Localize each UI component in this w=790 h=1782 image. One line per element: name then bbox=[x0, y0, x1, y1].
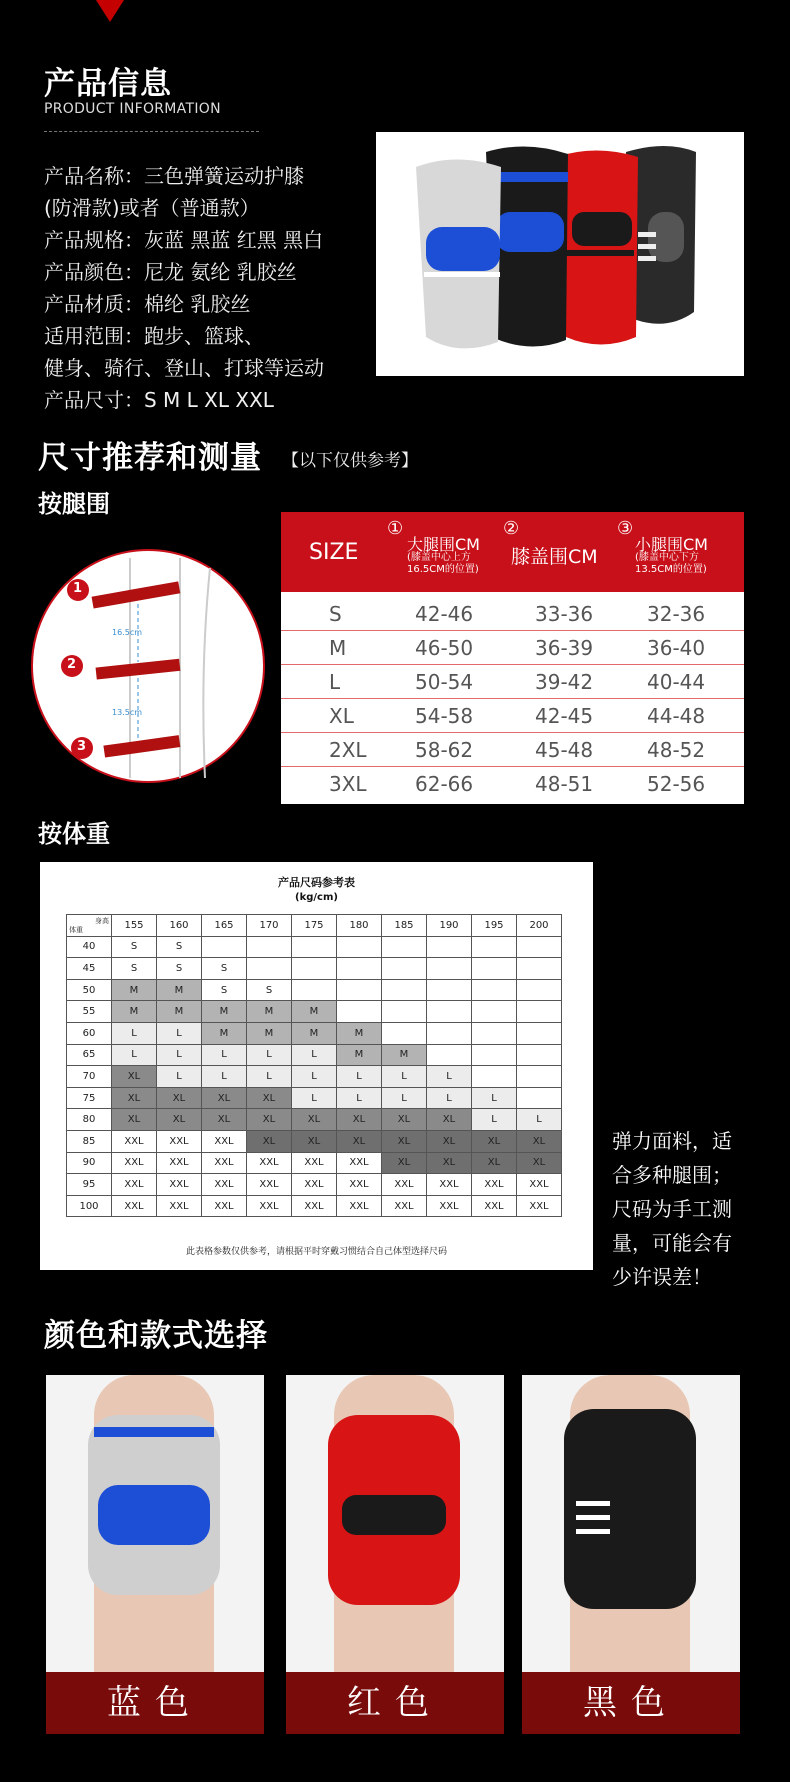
cell-knee: 33-36 bbox=[535, 602, 594, 626]
cell-size: S bbox=[329, 602, 342, 626]
size-cell: L bbox=[202, 1066, 247, 1088]
size-cell: L bbox=[427, 1087, 472, 1109]
size-cell bbox=[247, 936, 292, 958]
size-cell: XXL bbox=[247, 1152, 292, 1174]
dashed-divider bbox=[44, 131, 259, 132]
size-cell: XL bbox=[112, 1109, 157, 1131]
marker-3: 3 bbox=[77, 739, 87, 754]
size-cell bbox=[427, 936, 472, 958]
cell-knee: 36-39 bbox=[535, 636, 594, 660]
weight-row bbox=[67, 979, 562, 1001]
size-cell bbox=[337, 979, 382, 1001]
size-cell: L bbox=[337, 1066, 382, 1088]
size-cell: XXL bbox=[292, 1195, 337, 1217]
info-line: 产品名称：三色弹簧运动护膝 bbox=[44, 164, 304, 188]
size-cell: XXL bbox=[382, 1174, 427, 1196]
info-line: 产品材质：棉纶 乳胶丝 bbox=[44, 292, 251, 316]
height-header-cell: 165 bbox=[202, 915, 247, 937]
heading-by-weight: 按体重 bbox=[38, 820, 110, 848]
size-cell: XXL bbox=[517, 1174, 562, 1196]
size-cell: XXL bbox=[112, 1195, 157, 1217]
size-cell: XXL bbox=[202, 1174, 247, 1196]
size-cell: XXL bbox=[112, 1174, 157, 1196]
size-cell: L bbox=[157, 1044, 202, 1066]
side-note-line: 弹力面料，适 bbox=[612, 1129, 732, 1153]
size-cell: XL bbox=[382, 1152, 427, 1174]
weight-header-cell: 75 bbox=[67, 1087, 112, 1109]
weight-header-cell: 55 bbox=[67, 1001, 112, 1023]
weight-row bbox=[67, 1066, 562, 1088]
size-cell: XXL bbox=[292, 1174, 337, 1196]
size-cell: L bbox=[382, 1066, 427, 1088]
size-row bbox=[281, 630, 744, 665]
size-cell: XXL bbox=[427, 1174, 472, 1196]
header-knee: 膝盖围CM bbox=[511, 546, 598, 568]
weight-row bbox=[67, 958, 562, 980]
size-cell: L bbox=[112, 1022, 157, 1044]
height-header-cell: 160 bbox=[157, 915, 202, 937]
header-size: SIZE bbox=[309, 540, 359, 565]
size-cell: XXL bbox=[337, 1174, 382, 1196]
side-note-line: 合多种腿围； bbox=[612, 1163, 732, 1187]
size-cell: XXL bbox=[382, 1195, 427, 1217]
size-cell: M bbox=[202, 1001, 247, 1023]
size-cell: XXL bbox=[157, 1152, 202, 1174]
size-cell: XL bbox=[247, 1087, 292, 1109]
size-cell: XL bbox=[427, 1152, 472, 1174]
chart-title: 产品尺码参考表 bbox=[278, 876, 355, 889]
cell-calf: 36-40 bbox=[647, 636, 706, 660]
cell-knee: 42-45 bbox=[535, 704, 594, 728]
size-cell bbox=[292, 979, 337, 1001]
size-cell bbox=[517, 936, 562, 958]
weight-row bbox=[67, 1001, 562, 1023]
info-line: 产品规格：灰蓝 黑蓝 红黑 黑白 bbox=[44, 228, 324, 252]
size-cell bbox=[472, 1066, 517, 1088]
cell-thigh: 50-54 bbox=[415, 670, 474, 694]
size-cell: L bbox=[112, 1044, 157, 1066]
corner-cell bbox=[67, 915, 112, 937]
height-header-cell: 195 bbox=[472, 915, 517, 937]
info-line: (防滑款)或者（普通款） bbox=[44, 196, 260, 220]
size-cell: L bbox=[247, 1066, 292, 1088]
info-line: 健身、骑行、登山、打球等运动 bbox=[44, 356, 324, 380]
info-line: 适用范围：跑步、篮球、 bbox=[44, 324, 264, 348]
size-cell: XL bbox=[517, 1152, 562, 1174]
marker-2: 2 bbox=[67, 657, 77, 672]
cell-size: L bbox=[329, 670, 341, 694]
corner-weight-label: 体重 bbox=[69, 925, 83, 934]
size-cell bbox=[427, 979, 472, 1001]
cell-calf: 32-36 bbox=[647, 602, 706, 626]
section-title-product-info: 产品信息 bbox=[44, 66, 172, 102]
weight-row bbox=[67, 1044, 562, 1066]
weight-row bbox=[67, 1109, 562, 1131]
size-cell: XL bbox=[112, 1087, 157, 1109]
size-cell bbox=[472, 1001, 517, 1023]
size-cell bbox=[292, 936, 337, 958]
size-cell: XXL bbox=[247, 1174, 292, 1196]
size-cell: XXL bbox=[112, 1130, 157, 1152]
size-cell: M bbox=[157, 1001, 202, 1023]
header-thigh-note: (膝盖中心上方16.5CM的位置) bbox=[407, 552, 479, 575]
size-cell: L bbox=[382, 1087, 427, 1109]
size-cell bbox=[517, 1087, 562, 1109]
cell-thigh: 54-58 bbox=[415, 704, 474, 728]
size-cell: XL bbox=[157, 1087, 202, 1109]
size-cell: XXL bbox=[202, 1195, 247, 1217]
size-cell: XXL bbox=[472, 1174, 517, 1196]
size-cell bbox=[337, 958, 382, 980]
size-cell bbox=[337, 936, 382, 958]
size-cell: XL bbox=[517, 1130, 562, 1152]
cell-thigh: 58-62 bbox=[415, 738, 474, 762]
cell-size: 3XL bbox=[329, 772, 367, 796]
size-cell: L bbox=[292, 1066, 337, 1088]
weight-row bbox=[67, 1022, 562, 1044]
size-cell: L bbox=[292, 1087, 337, 1109]
size-cell: S bbox=[247, 979, 292, 1001]
size-cell bbox=[382, 936, 427, 958]
height-header-cell: 175 bbox=[292, 915, 337, 937]
size-cell: XL bbox=[472, 1130, 517, 1152]
size-row bbox=[281, 664, 744, 699]
size-cell: XXL bbox=[337, 1152, 382, 1174]
size-row bbox=[281, 698, 744, 733]
size-cell: L bbox=[157, 1022, 202, 1044]
size-cell bbox=[472, 958, 517, 980]
size-cell: M bbox=[157, 979, 202, 1001]
size-row bbox=[281, 732, 744, 767]
size-cell: L bbox=[157, 1066, 202, 1088]
size-cell bbox=[202, 936, 247, 958]
cell-knee: 48-51 bbox=[535, 772, 594, 796]
weight-row bbox=[67, 936, 562, 958]
weight-header-cell: 40 bbox=[67, 936, 112, 958]
cell-thigh: 42-46 bbox=[415, 602, 474, 626]
cell-knee: 45-48 bbox=[535, 738, 594, 762]
size-cell: XL bbox=[157, 1109, 202, 1131]
size-cell bbox=[337, 1001, 382, 1023]
header-calf: 小腿围CM bbox=[635, 535, 708, 554]
side-note-line: 少许误差！ bbox=[612, 1265, 712, 1289]
size-cell: XL bbox=[292, 1130, 337, 1152]
size-cell bbox=[517, 958, 562, 980]
weight-header-cell: 95 bbox=[67, 1174, 112, 1196]
size-cell bbox=[517, 1022, 562, 1044]
size-cell: M bbox=[112, 979, 157, 1001]
weight-row bbox=[67, 1195, 562, 1217]
size-cell bbox=[472, 936, 517, 958]
weight-header-cell: 90 bbox=[67, 1152, 112, 1174]
size-cell: XL bbox=[472, 1152, 517, 1174]
size-cell: XXL bbox=[112, 1152, 157, 1174]
cell-size: 2XL bbox=[329, 738, 367, 762]
size-cell: XL bbox=[247, 1130, 292, 1152]
weight-row bbox=[67, 1174, 562, 1196]
size-cell: L bbox=[427, 1066, 472, 1088]
side-note bbox=[612, 1124, 732, 1294]
weight-header-cell: 80 bbox=[67, 1109, 112, 1131]
weight-row bbox=[67, 1087, 562, 1109]
size-cell bbox=[472, 1044, 517, 1066]
chart-unit: (kg/cm) bbox=[295, 892, 338, 903]
size-cell bbox=[382, 958, 427, 980]
section-subtitle: PRODUCT INFORMATION bbox=[44, 101, 221, 117]
size-cell: S bbox=[202, 979, 247, 1001]
weight-row bbox=[67, 1130, 562, 1152]
header-num-1: ① bbox=[387, 518, 404, 539]
size-cell: XXL bbox=[472, 1195, 517, 1217]
size-cell: L bbox=[472, 1087, 517, 1109]
red-triangle-marker bbox=[96, 0, 124, 22]
size-cell: XL bbox=[202, 1087, 247, 1109]
product-info-list bbox=[44, 160, 324, 416]
cell-calf: 40-44 bbox=[647, 670, 706, 694]
size-cell bbox=[517, 979, 562, 1001]
height-header-cell: 185 bbox=[382, 915, 427, 937]
size-cell bbox=[427, 958, 472, 980]
size-cell bbox=[382, 1001, 427, 1023]
cell-thigh: 46-50 bbox=[415, 636, 474, 660]
info-line: 产品尺寸：S M L XL XXL bbox=[44, 388, 274, 412]
section-title-colors: 颜色和款式选择 bbox=[44, 1318, 268, 1354]
size-cell: XXL bbox=[202, 1152, 247, 1174]
section-note: 【以下仅供参考】 bbox=[282, 451, 418, 471]
side-note-line: 尺码为手工测 bbox=[612, 1197, 732, 1221]
weight-header-cell: 65 bbox=[67, 1044, 112, 1066]
size-cell: M bbox=[337, 1022, 382, 1044]
height-header-cell: 180 bbox=[337, 915, 382, 937]
size-cell: S bbox=[112, 936, 157, 958]
size-cell: M bbox=[247, 1022, 292, 1044]
size-row bbox=[281, 766, 744, 800]
size-cell: M bbox=[202, 1022, 247, 1044]
weight-header-cell: 50 bbox=[67, 979, 112, 1001]
size-cell: XXL bbox=[337, 1195, 382, 1217]
height-header-cell: 155 bbox=[112, 915, 157, 937]
knee-braces-illustration bbox=[376, 132, 744, 376]
cell-calf: 44-48 bbox=[647, 704, 706, 728]
marker-1: 1 bbox=[73, 581, 83, 596]
size-cell: M bbox=[292, 1022, 337, 1044]
size-cell: XXL bbox=[247, 1195, 292, 1217]
size-cell bbox=[472, 979, 517, 1001]
chart-footnote: 此表格参数仅供参考，请根据平时穿戴习惯结合自己体型选择尺码 bbox=[185, 1247, 447, 1257]
header-num-2: ② bbox=[503, 518, 520, 539]
weight-header-cell: 70 bbox=[67, 1066, 112, 1088]
height-header-cell: 170 bbox=[247, 915, 292, 937]
side-note-line: 量，可能会有 bbox=[612, 1231, 732, 1255]
size-cell: S bbox=[157, 958, 202, 980]
size-cell: M bbox=[292, 1001, 337, 1023]
cell-size: XL bbox=[329, 704, 354, 728]
size-cell: XL bbox=[427, 1130, 472, 1152]
weight-size-chart bbox=[40, 862, 593, 1270]
header-thigh: 大腿围CM bbox=[407, 535, 480, 554]
size-table bbox=[281, 512, 744, 804]
size-cell: L bbox=[292, 1044, 337, 1066]
color-label-red[interactable]: 红色 bbox=[286, 1672, 504, 1734]
header-calf-note: (膝盖中心下方13.5CM的位置) bbox=[635, 552, 707, 575]
section-title-size: 尺寸推荐和测量 bbox=[38, 440, 262, 476]
size-cell: M bbox=[382, 1044, 427, 1066]
size-cell: L bbox=[517, 1109, 562, 1131]
black-band bbox=[342, 1495, 446, 1535]
weight-row bbox=[67, 1152, 562, 1174]
size-cell: XXL bbox=[202, 1130, 247, 1152]
size-cell: XL bbox=[382, 1109, 427, 1131]
cell-size: M bbox=[329, 636, 347, 660]
leg-illustration bbox=[30, 548, 266, 784]
weight-height-table bbox=[66, 914, 562, 1217]
size-cell: XL bbox=[337, 1130, 382, 1152]
size-cell bbox=[517, 1044, 562, 1066]
height-header-cell: 200 bbox=[517, 915, 562, 937]
cell-calf: 52-56 bbox=[647, 772, 706, 796]
size-cell: XL bbox=[247, 1109, 292, 1131]
size-cell: XL bbox=[427, 1109, 472, 1131]
cell-knee: 39-42 bbox=[535, 670, 594, 694]
size-cell: XXL bbox=[157, 1195, 202, 1217]
size-cell: XL bbox=[337, 1109, 382, 1131]
size-cell bbox=[517, 1001, 562, 1023]
color-label-blue[interactable]: 蓝色 bbox=[46, 1672, 264, 1734]
corner-height-label: 身高 bbox=[95, 917, 109, 925]
size-cell: XXL bbox=[157, 1174, 202, 1196]
weight-header-cell: 85 bbox=[67, 1130, 112, 1152]
cell-thigh: 62-66 bbox=[415, 772, 474, 796]
size-cell bbox=[427, 1001, 472, 1023]
heading-by-leg: 按腿围 bbox=[38, 490, 110, 518]
size-cell bbox=[247, 958, 292, 980]
size-cell bbox=[292, 958, 337, 980]
color-label-black[interactable]: 黑色 bbox=[522, 1672, 740, 1734]
size-cell: XL bbox=[292, 1109, 337, 1131]
size-cell: XXL bbox=[157, 1130, 202, 1152]
size-cell bbox=[427, 1022, 472, 1044]
size-cell: XL bbox=[202, 1109, 247, 1131]
size-cell bbox=[472, 1022, 517, 1044]
size-cell: S bbox=[157, 936, 202, 958]
size-cell: L bbox=[247, 1044, 292, 1066]
size-cell: L bbox=[472, 1109, 517, 1131]
size-cell: XXL bbox=[427, 1195, 472, 1217]
size-cell: L bbox=[337, 1087, 382, 1109]
size-cell: S bbox=[112, 958, 157, 980]
size-cell: XXL bbox=[517, 1195, 562, 1217]
size-cell bbox=[382, 1022, 427, 1044]
header-num-3: ③ bbox=[617, 518, 634, 539]
size-cell: L bbox=[202, 1044, 247, 1066]
leg-measure-diagram bbox=[30, 548, 266, 784]
size-cell: M bbox=[337, 1044, 382, 1066]
cell-calf: 48-52 bbox=[647, 738, 706, 762]
size-cell: M bbox=[112, 1001, 157, 1023]
weight-header-cell: 60 bbox=[67, 1022, 112, 1044]
weight-header-cell: 45 bbox=[67, 958, 112, 980]
size-cell bbox=[382, 979, 427, 1001]
size-cell: M bbox=[247, 1001, 292, 1023]
size-cell: S bbox=[202, 958, 247, 980]
size-cell: XL bbox=[112, 1066, 157, 1088]
info-line: 产品颜色：尼龙 氨纶 乳胶丝 bbox=[44, 260, 297, 284]
product-image-knee-braces bbox=[376, 132, 744, 376]
size-table-header bbox=[281, 512, 744, 592]
blue-band bbox=[98, 1485, 210, 1545]
distance-label-upper: 16.5cm bbox=[112, 628, 143, 637]
size-row bbox=[281, 596, 744, 631]
size-cell: XXL bbox=[292, 1152, 337, 1174]
weight-header-cell: 100 bbox=[67, 1195, 112, 1217]
size-cell: XL bbox=[382, 1130, 427, 1152]
size-cell bbox=[427, 1044, 472, 1066]
distance-label-lower: 13.5cm bbox=[112, 708, 143, 717]
height-header-cell: 190 bbox=[427, 915, 472, 937]
size-cell bbox=[517, 1066, 562, 1088]
